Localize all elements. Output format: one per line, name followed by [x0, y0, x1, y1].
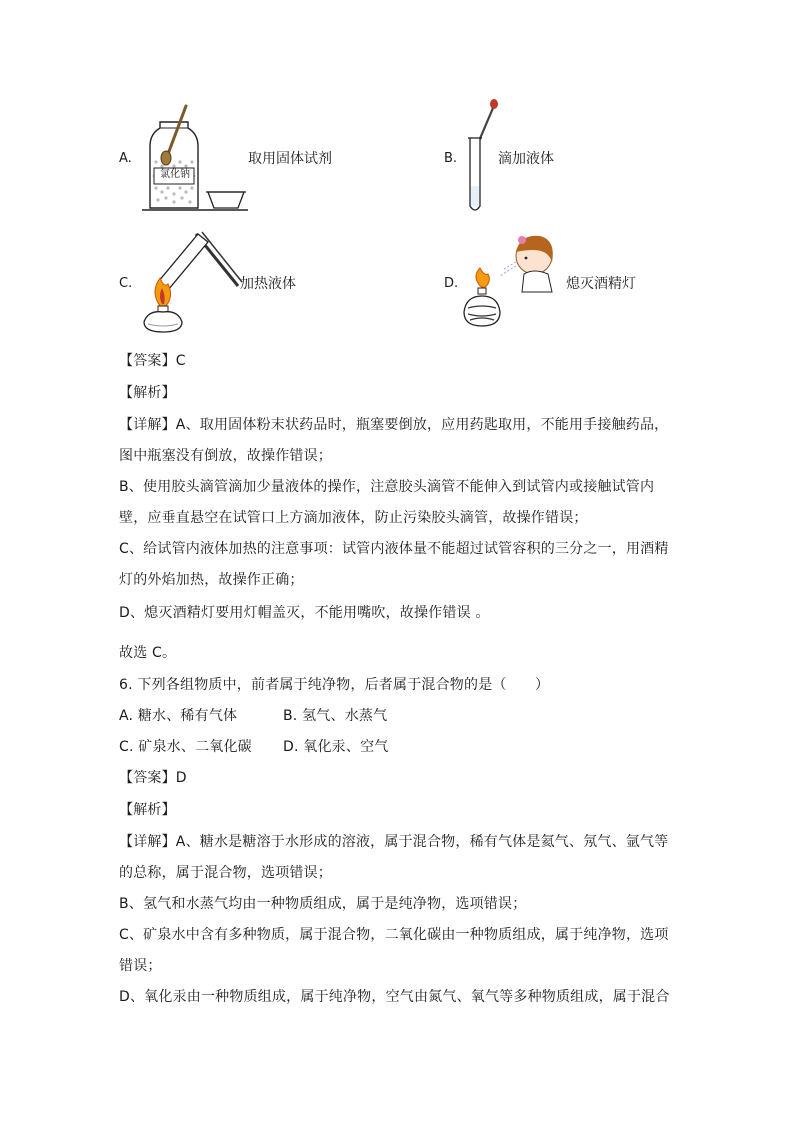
q5-detail-line-7: D、熄灭酒精灯要用灯帽盖灭，不能用嘴吹，故操作错误 。	[119, 605, 490, 621]
q6-detail-line-3: B、氢气和水蒸气均由一种物质组成，属于是纯净物，选项错误；	[119, 896, 527, 912]
q6-option-row-2	[119, 737, 389, 757]
q6-detail-line-4: C、矿泉水中含有多种物质，属于混合物，二氧化碳由一种物质组成，属于纯净物，选项	[119, 927, 669, 943]
q5-detail-line-4: 壁，应垂直悬空在试管口上方滴加液体，防止污染胶头滴管，故操作错误；	[119, 510, 588, 526]
q5-answer: 【答案】C	[119, 353, 186, 369]
option-d-letter: D.	[444, 276, 459, 291]
q6-option-row-1	[119, 706, 388, 726]
q6-stem: 6. 下列各组物质中，前者属于纯净物，后者属于混合物的是（ ）	[119, 677, 550, 693]
q6-option-c: C. 矿泉水、二氧化碳	[119, 739, 252, 755]
q5-conclusion: 故选 C。	[119, 645, 177, 661]
q5-detail-line-5: C、给试管内液体加热的注意事项：试管内液体量不能超过试管容积的三分之一，用酒精	[119, 541, 669, 557]
option-d-caption: 熄灭酒精灯	[566, 276, 636, 292]
q5-detail-line-6: 灯的外焰加热，故操作正确；	[119, 572, 304, 588]
q5-detail-line-1: 【详解】A、取用固体粉末状药品时，瓶塞要倒放，应用药匙取用，不能用手接触药品，	[119, 417, 669, 433]
q6-analysis-heading: 【解析】	[119, 802, 176, 818]
q5-analysis-heading: 【解析】	[119, 385, 176, 401]
q6-option-a: A. 糖水、稀有气体	[119, 708, 238, 724]
bottle-label: 氯化钠	[160, 169, 190, 180]
q6-detail-line-2: 的总称，属于混合物，选项错误；	[119, 865, 332, 881]
option-c-caption: 加热液体	[240, 276, 296, 292]
q6-answer: 【答案】D	[119, 770, 187, 786]
option-b-dropper-illustration	[460, 96, 500, 218]
option-d-blowing-illustration	[462, 228, 562, 334]
option-c-letter: C.	[119, 276, 133, 291]
option-b-letter: B.	[444, 151, 458, 166]
option-a-caption: 取用固体试剂	[248, 151, 332, 167]
q5-detail-line-2: 图中瓶塞没有倒放，故操作错误；	[119, 448, 332, 464]
q5-detail-line-3: B、使用胶头滴管滴加少量液体的操作，注意胶头滴管不能伸入到试管内或接触试管内	[119, 479, 655, 495]
q6-option-b: B. 氢气、水蒸气	[283, 708, 388, 724]
option-b-caption: 滴加液体	[498, 151, 554, 167]
q6-detail-line-1: 【详解】A、糖水是糖溶于水形成的溶液，属于混合物，稀有气体是氦气、氖气、氩气等	[119, 834, 669, 850]
q6-option-d: D. 氧化汞、空气	[283, 739, 389, 755]
q6-detail-line-5: 错误；	[119, 958, 162, 974]
option-a-bottle-illustration	[138, 100, 250, 216]
option-c-heating-illustration	[138, 226, 244, 336]
option-a-letter: A.	[119, 151, 132, 166]
q6-detail-line-6: D、氧化汞由一种物质组成，属于纯净物，空气由氮气、氧气等多种物质组成，属于混合	[119, 989, 670, 1005]
